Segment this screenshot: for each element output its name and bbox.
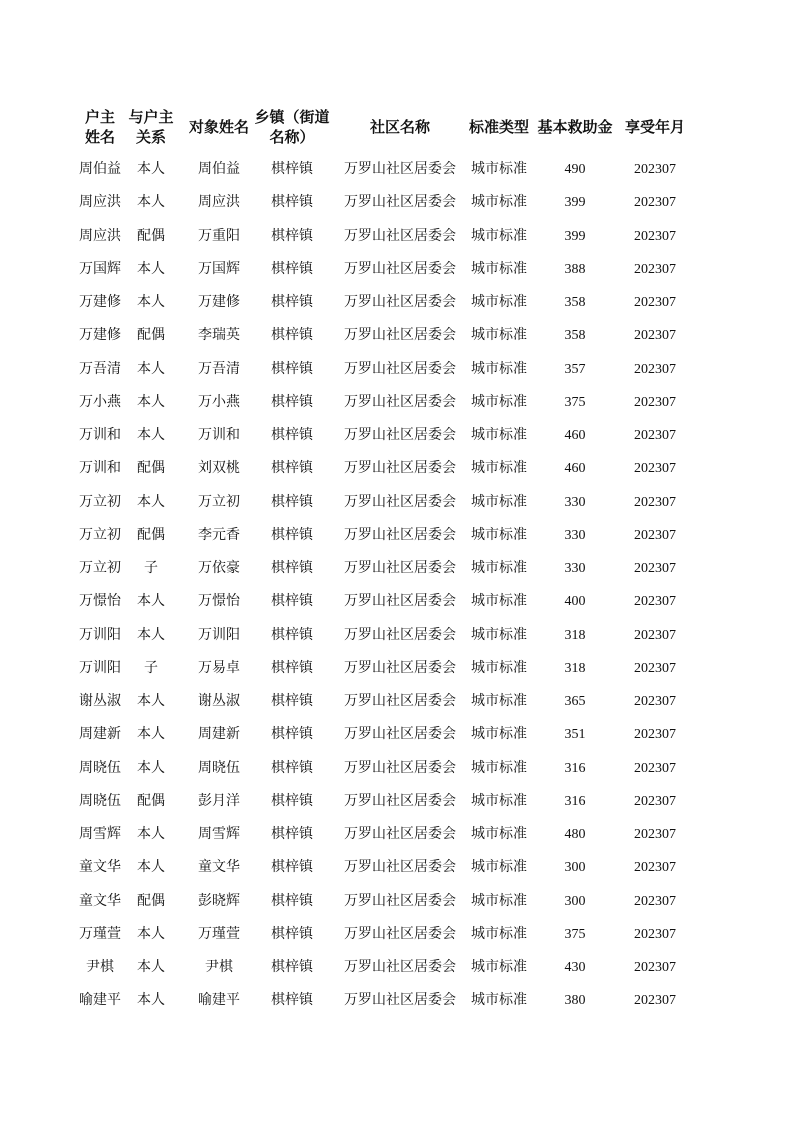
cell-recipient-name: 周建新 [198, 726, 240, 743]
cell-relation-to-head: 本人 [137, 161, 165, 177]
cell-standard-type: 城市标准 [471, 593, 527, 610]
cell-relation-to-head: 配偶 [137, 227, 165, 244]
cell-benefit-year-month: 202307 [634, 660, 676, 676]
cell-township-name: 棋梓镇 [271, 726, 313, 743]
table-row [0, 619, 793, 652]
cell-township-name: 棋梓镇 [271, 626, 313, 643]
cell-benefit-year-month: 202307 [634, 195, 676, 211]
cell-standard-type: 城市标准 [471, 227, 527, 244]
cell-relation-to-head: 本人 [137, 194, 165, 211]
cell-relation-to-head: 本人 [137, 826, 165, 842]
cell-basic-assistance-amount: 480 [564, 827, 586, 842]
cell-household-head-name: 万立初 [79, 526, 121, 543]
cell-benefit-year-month: 202307 [634, 228, 676, 244]
cell-benefit-year-month: 202307 [634, 960, 676, 975]
cell-benefit-year-month: 202307 [634, 926, 676, 942]
cell-household-head-name: 万建修 [79, 294, 121, 310]
header-standard-type: 标准类型 [468, 118, 529, 136]
cell-household-head-name: 万小燕 [79, 393, 121, 410]
cell-township-name: 棋梓镇 [271, 460, 313, 477]
cell-township-name: 棋梓镇 [271, 427, 313, 443]
cell-township-name: 棋梓镇 [271, 227, 313, 244]
cell-benefit-year-month: 202307 [634, 893, 676, 909]
cell-standard-type: 城市标准 [471, 792, 527, 809]
cell-standard-type: 城市标准 [471, 526, 527, 543]
cell-community-name: 万罗山社区居委会 [344, 427, 456, 443]
cell-household-head-name: 万训和 [79, 460, 121, 477]
cell-relation-to-head: 配偶 [137, 327, 165, 344]
cell-township-name: 棋梓镇 [271, 194, 313, 211]
cell-community-name: 万罗山社区居委会 [344, 294, 456, 310]
cell-standard-type: 城市标准 [471, 859, 527, 876]
cell-basic-assistance-amount: 357 [564, 361, 586, 377]
table-row [0, 851, 793, 884]
cell-benefit-year-month: 202307 [634, 793, 676, 809]
cell-benefit-year-month: 202307 [634, 594, 676, 610]
cell-township-name: 棋梓镇 [271, 959, 313, 975]
table-row [0, 652, 793, 685]
cell-community-name: 万罗山社区居委会 [344, 792, 456, 809]
cell-township-name: 棋梓镇 [271, 260, 313, 277]
cell-township-name: 棋梓镇 [271, 560, 313, 576]
cell-benefit-year-month: 202307 [634, 162, 676, 177]
table-row [0, 153, 793, 186]
cell-benefit-year-month: 202307 [634, 295, 676, 310]
cell-household-head-name: 万立初 [79, 493, 121, 510]
table-row [0, 818, 793, 851]
table-row [0, 220, 793, 253]
cell-relation-to-head: 子 [144, 659, 158, 676]
cell-household-head-name: 万训阳 [79, 626, 121, 643]
table-row [0, 585, 793, 618]
cell-standard-type: 城市标准 [471, 260, 527, 277]
cell-basic-assistance-amount: 316 [564, 760, 586, 776]
cell-basic-assistance-amount: 330 [564, 561, 586, 576]
table-row [0, 452, 793, 485]
cell-relation-to-head: 本人 [137, 260, 165, 277]
cell-recipient-name: 万重阳 [198, 227, 240, 244]
cell-community-name: 万罗山社区居委会 [344, 659, 456, 676]
cell-township-name: 棋梓镇 [271, 659, 313, 676]
cell-basic-assistance-amount: 330 [564, 527, 586, 543]
cell-basic-assistance-amount: 300 [564, 860, 586, 876]
cell-benefit-year-month: 202307 [634, 561, 676, 576]
cell-recipient-name: 万建修 [198, 294, 240, 310]
header-township-name: 乡镇（街道 名称） [254, 108, 330, 146]
cell-community-name: 万罗山社区居委会 [344, 593, 456, 610]
cell-community-name: 万罗山社区居委会 [344, 327, 456, 344]
cell-relation-to-head: 本人 [137, 360, 165, 377]
cell-basic-assistance-amount: 300 [564, 893, 586, 909]
header-household-head-name: 户主 姓名 [84, 108, 115, 146]
cell-community-name: 万罗山社区居委会 [344, 726, 456, 743]
cell-standard-type: 城市标准 [471, 560, 527, 576]
cell-household-head-name: 万国辉 [79, 260, 121, 277]
cell-recipient-name: 万国辉 [198, 260, 240, 277]
table-row [0, 984, 793, 1017]
cell-recipient-name: 刘双桃 [198, 460, 240, 477]
cell-standard-type: 城市标准 [471, 626, 527, 643]
table-row [0, 718, 793, 751]
cell-standard-type: 城市标准 [471, 925, 527, 942]
cell-household-head-name: 尹棋 [86, 959, 114, 975]
cell-township-name: 棋梓镇 [271, 360, 313, 377]
cell-recipient-name: 彭月洋 [198, 792, 240, 809]
cell-benefit-year-month: 202307 [634, 494, 676, 510]
cell-community-name: 万罗山社区居委会 [344, 161, 456, 177]
cell-community-name: 万罗山社区居委会 [344, 992, 456, 1009]
cell-benefit-year-month: 202307 [634, 361, 676, 377]
cell-recipient-name: 万瑾萱 [198, 925, 240, 942]
cell-community-name: 万罗山社区居委会 [344, 526, 456, 543]
cell-basic-assistance-amount: 400 [564, 594, 586, 610]
cell-community-name: 万罗山社区居委会 [344, 693, 456, 709]
cell-community-name: 万罗山社区居委会 [344, 493, 456, 510]
cell-township-name: 棋梓镇 [271, 892, 313, 909]
cell-standard-type: 城市标准 [471, 360, 527, 377]
cell-recipient-name: 万依豪 [198, 560, 240, 576]
cell-relation-to-head: 配偶 [137, 792, 165, 809]
cell-recipient-name: 童文华 [198, 859, 240, 876]
table-row [0, 353, 793, 386]
cell-township-name: 棋梓镇 [271, 161, 313, 177]
cell-community-name: 万罗山社区居委会 [344, 925, 456, 942]
cell-standard-type: 城市标准 [471, 194, 527, 211]
cell-standard-type: 城市标准 [471, 759, 527, 776]
cell-basic-assistance-amount: 358 [564, 328, 586, 344]
cell-recipient-name: 尹棋 [205, 959, 233, 975]
cell-recipient-name: 万吾清 [198, 360, 240, 377]
cell-standard-type: 城市标准 [471, 826, 527, 842]
cell-recipient-name: 万训和 [198, 427, 240, 443]
cell-standard-type: 城市标准 [471, 161, 527, 177]
cell-benefit-year-month: 202307 [634, 428, 676, 443]
cell-basic-assistance-amount: 490 [564, 162, 586, 177]
cell-benefit-year-month: 202307 [634, 394, 676, 410]
header-recipient-name: 对象姓名 [188, 118, 249, 136]
table-row [0, 386, 793, 419]
cell-relation-to-head: 本人 [137, 427, 165, 443]
cell-recipient-name: 万小燕 [198, 393, 240, 410]
header-community-name: 社区名称 [369, 118, 430, 136]
cell-relation-to-head: 本人 [137, 859, 165, 876]
cell-recipient-name: 李元香 [198, 526, 240, 543]
cell-household-head-name: 万建修 [79, 327, 121, 344]
cell-household-head-name: 万训和 [79, 427, 121, 443]
cell-community-name: 万罗山社区居委会 [344, 360, 456, 377]
table-row [0, 419, 793, 452]
cell-relation-to-head: 配偶 [137, 526, 165, 543]
cell-recipient-name: 周晓伍 [198, 759, 240, 776]
cell-household-head-name: 万瑾萱 [79, 925, 121, 942]
cell-basic-assistance-amount: 358 [564, 295, 586, 310]
cell-recipient-name: 万训阳 [198, 626, 240, 643]
cell-household-head-name: 童文华 [79, 859, 121, 876]
cell-community-name: 万罗山社区居委会 [344, 959, 456, 975]
cell-household-head-name: 周晓伍 [79, 792, 121, 809]
cell-recipient-name: 周雪辉 [198, 826, 240, 842]
cell-standard-type: 城市标准 [471, 294, 527, 310]
cell-benefit-year-month: 202307 [634, 860, 676, 876]
cell-recipient-name: 万立初 [198, 493, 240, 510]
cell-relation-to-head: 本人 [137, 925, 165, 942]
cell-township-name: 棋梓镇 [271, 859, 313, 876]
cell-relation-to-head: 配偶 [137, 460, 165, 477]
table-row [0, 685, 793, 718]
cell-standard-type: 城市标准 [471, 659, 527, 676]
cell-basic-assistance-amount: 460 [564, 428, 586, 443]
cell-benefit-year-month: 202307 [634, 328, 676, 344]
cell-household-head-name: 万憬怡 [79, 593, 121, 610]
cell-household-head-name: 周伯益 [79, 161, 121, 177]
cell-benefit-year-month: 202307 [634, 694, 676, 709]
cell-household-head-name: 谢丛淑 [79, 693, 121, 709]
cell-standard-type: 城市标准 [471, 460, 527, 477]
header-benefit-year-month: 享受年月 [624, 118, 685, 136]
cell-basic-assistance-amount: 316 [564, 793, 586, 809]
cell-standard-type: 城市标准 [471, 327, 527, 344]
cell-household-head-name: 周应洪 [79, 227, 121, 244]
cell-township-name: 棋梓镇 [271, 493, 313, 510]
cell-community-name: 万罗山社区居委会 [344, 560, 456, 576]
cell-benefit-year-month: 202307 [634, 827, 676, 842]
cell-relation-to-head: 本人 [137, 693, 165, 709]
cell-standard-type: 城市标准 [471, 693, 527, 709]
cell-basic-assistance-amount: 460 [564, 461, 586, 477]
cell-community-name: 万罗山社区居委会 [344, 759, 456, 776]
cell-basic-assistance-amount: 318 [564, 660, 586, 676]
cell-household-head-name: 万立初 [79, 560, 121, 576]
cell-basic-assistance-amount: 330 [564, 494, 586, 510]
cell-township-name: 棋梓镇 [271, 294, 313, 310]
cell-household-head-name: 周应洪 [79, 194, 121, 211]
cell-basic-assistance-amount: 375 [564, 394, 586, 410]
cell-benefit-year-month: 202307 [634, 727, 676, 743]
cell-benefit-year-month: 202307 [634, 527, 676, 543]
cell-relation-to-head: 本人 [137, 626, 165, 643]
cell-township-name: 棋梓镇 [271, 327, 313, 344]
cell-township-name: 棋梓镇 [271, 393, 313, 410]
cell-benefit-year-month: 202307 [634, 760, 676, 776]
cell-community-name: 万罗山社区居委会 [344, 859, 456, 876]
cell-township-name: 棋梓镇 [271, 759, 313, 776]
cell-relation-to-head: 本人 [137, 992, 165, 1009]
cell-relation-to-head: 本人 [137, 294, 165, 310]
cell-basic-assistance-amount: 365 [564, 694, 586, 709]
cell-community-name: 万罗山社区居委会 [344, 393, 456, 410]
cell-community-name: 万罗山社区居委会 [344, 460, 456, 477]
cell-community-name: 万罗山社区居委会 [344, 194, 456, 211]
cell-township-name: 棋梓镇 [271, 925, 313, 942]
cell-benefit-year-month: 202307 [634, 461, 676, 477]
cell-relation-to-head: 子 [144, 560, 158, 576]
table-row [0, 186, 793, 219]
cell-recipient-name: 周伯益 [198, 161, 240, 177]
table-row [0, 253, 793, 286]
table-row [0, 519, 793, 552]
cell-household-head-name: 童文华 [79, 892, 121, 909]
cell-relation-to-head: 本人 [137, 493, 165, 510]
cell-benefit-year-month: 202307 [634, 261, 676, 277]
cell-community-name: 万罗山社区居委会 [344, 826, 456, 842]
cell-household-head-name: 周雪辉 [79, 826, 121, 842]
cell-recipient-name: 谢丛淑 [198, 693, 240, 709]
cell-relation-to-head: 本人 [137, 726, 165, 743]
cell-township-name: 棋梓镇 [271, 792, 313, 809]
cell-relation-to-head: 本人 [137, 759, 165, 776]
cell-township-name: 棋梓镇 [271, 693, 313, 709]
cell-recipient-name: 彭晓辉 [198, 892, 240, 909]
cell-recipient-name: 万易卓 [198, 659, 240, 676]
cell-relation-to-head: 本人 [137, 593, 165, 610]
table-row [0, 319, 793, 352]
cell-basic-assistance-amount: 380 [564, 993, 586, 1009]
table-row [0, 752, 793, 785]
cell-community-name: 万罗山社区居委会 [344, 626, 456, 643]
cell-basic-assistance-amount: 430 [564, 960, 586, 975]
cell-standard-type: 城市标准 [471, 493, 527, 510]
cell-household-head-name: 万训阳 [79, 659, 121, 676]
cell-township-name: 棋梓镇 [271, 526, 313, 543]
header-relation-to-head: 与户主 关系 [128, 108, 174, 146]
cell-township-name: 棋梓镇 [271, 826, 313, 842]
cell-benefit-year-month: 202307 [634, 993, 676, 1009]
cell-household-head-name: 喻建平 [79, 992, 121, 1009]
cell-relation-to-head: 本人 [137, 393, 165, 410]
table-row [0, 486, 793, 519]
cell-township-name: 棋梓镇 [271, 992, 313, 1009]
cell-basic-assistance-amount: 399 [564, 195, 586, 211]
cell-standard-type: 城市标准 [471, 959, 527, 975]
header-basic-assistance-amount: 基本救助金 [537, 118, 613, 136]
table-row [0, 286, 793, 319]
cell-household-head-name: 万吾清 [79, 360, 121, 377]
table-row [0, 885, 793, 918]
cell-household-head-name: 周建新 [79, 726, 121, 743]
cell-basic-assistance-amount: 375 [564, 926, 586, 942]
cell-basic-assistance-amount: 351 [564, 727, 586, 743]
cell-standard-type: 城市标准 [471, 892, 527, 909]
cell-benefit-year-month: 202307 [634, 627, 676, 643]
cell-standard-type: 城市标准 [471, 427, 527, 443]
cell-standard-type: 城市标准 [471, 992, 527, 1009]
table-row [0, 552, 793, 585]
cell-community-name: 万罗山社区居委会 [344, 260, 456, 277]
cell-standard-type: 城市标准 [471, 393, 527, 410]
cell-recipient-name: 李瑞英 [198, 327, 240, 344]
cell-relation-to-head: 本人 [137, 959, 165, 975]
cell-standard-type: 城市标准 [471, 726, 527, 743]
table-row [0, 951, 793, 984]
cell-township-name: 棋梓镇 [271, 593, 313, 610]
cell-community-name: 万罗山社区居委会 [344, 227, 456, 244]
table-row [0, 785, 793, 818]
cell-basic-assistance-amount: 388 [564, 261, 586, 277]
cell-community-name: 万罗山社区居委会 [344, 892, 456, 909]
cell-relation-to-head: 配偶 [137, 892, 165, 909]
cell-recipient-name: 万憬怡 [198, 593, 240, 610]
cell-recipient-name: 周应洪 [198, 194, 240, 211]
cell-recipient-name: 喻建平 [198, 992, 240, 1009]
cell-basic-assistance-amount: 318 [564, 627, 586, 643]
table-row [0, 918, 793, 951]
cell-household-head-name: 周晓伍 [79, 759, 121, 776]
cell-basic-assistance-amount: 399 [564, 228, 586, 244]
